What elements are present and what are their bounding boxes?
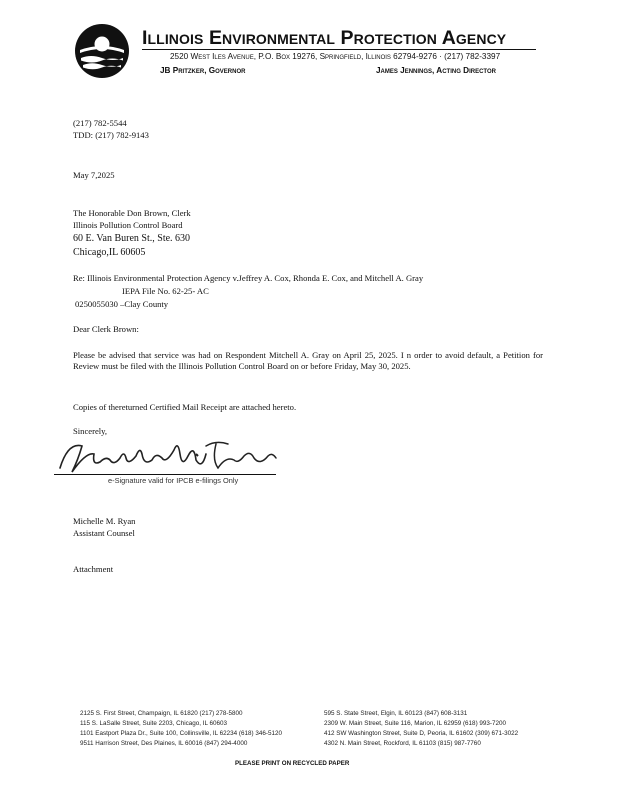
- footer-office-right-2: 2309 W. Main Street, Suite 116, Marion, IL 62959 (618) 993-7200: [324, 720, 507, 727]
- letterhead-rule: [142, 49, 536, 50]
- re-line-1: Re: Illinois Environmental Protection Agency v.Jeffrey A. Cox, Rhonda E. Cox, and Mitchell A. Gray: [73, 273, 424, 283]
- attachment-label: Attachment: [73, 564, 114, 574]
- recipient-line-3: 60 E. Van Buren St., Ste. 630: [73, 233, 191, 244]
- recycled-paper-note: PLEASE PRINT ON RECYCLED PAPER: [235, 760, 350, 767]
- director-name: James Jennings, Acting Director: [376, 66, 496, 75]
- footer-office-left-1: 2125 S. First Street, Champaign, IL 61820 (217) 278-5800: [80, 710, 243, 717]
- signature-line: [54, 474, 276, 475]
- footer-office-right-1: 595 S. State Street, Elgin, IL 60123 (847) 608-3131: [324, 710, 468, 717]
- re-line-2: IEPA File No. 62-25- AC: [122, 286, 209, 296]
- footer-office-right-3: 412 SW Washington Street, Suite D, Peoria, IL 61602 (309) 671-3022: [324, 730, 519, 737]
- footer-office-left-2: 115 S. LaSalle Street, Suite 2203, Chicago, IL 60603: [80, 720, 228, 727]
- contact-phone: (217) 782-5544: [73, 118, 127, 128]
- footer-office-right-4: 4302 N. Main Street, Rockford, IL 61103 (815) 987-7760: [324, 740, 481, 747]
- esignature-note: e-Signature valid for IPCB e-filings Only: [108, 476, 239, 485]
- letter-date: May 7,2025: [73, 170, 115, 180]
- salutation: Dear Clerk Brown:: [73, 324, 139, 334]
- recipient-line-4: Chicago,IL 60605: [73, 247, 146, 258]
- recipient-line-2: Illinois Pollution Control Board: [73, 220, 183, 230]
- agency-name: Illinois Environmental Protection Agency: [142, 27, 507, 49]
- handwritten-signature: [56, 432, 286, 480]
- signer-name: Michelle M. Ryan: [73, 516, 136, 526]
- signature-icon: [56, 432, 286, 480]
- footer-office-left-3: 1101 Eastport Plaza Dr., Suite 100, Collinsville, IL 62234 (618) 346-5120: [80, 730, 282, 737]
- agency-address: 2520 West Iles Avenue, P.O. Box 19276, Springfield, Illinois 62794-9276 · (217) 782-3397: [170, 52, 501, 61]
- re-line-3: 0250055030 –Clay County: [75, 299, 169, 309]
- recipient-line-1: The Honorable Don Brown, Clerk: [73, 208, 191, 218]
- footer-office-left-4: 9511 Harrison Street, Des Plaines, IL 60016 (847) 294-4000: [80, 740, 248, 747]
- body-paragraph-2: Copies of thereturned Certified Mail Receipt are attached hereto.: [73, 402, 297, 412]
- contact-tdd: TDD: (217) 782-9143: [73, 130, 149, 140]
- closing: Sincerely,: [73, 426, 108, 436]
- body-paragraph-1: Please be advised that service was had on Respondent Mitchell A. Gray on April 25, 2025. I n order to avoid default, a Petition for Review must be filed with the Illinois Pollution Control Board on or before Friday, May 30, 2025.: [73, 350, 543, 371]
- signer-title: Assistant Counsel: [73, 528, 135, 538]
- governor-name: JB Pritzker, Governor: [160, 66, 246, 75]
- agency-logo: [74, 23, 130, 79]
- agency-seal-icon: [74, 23, 130, 79]
